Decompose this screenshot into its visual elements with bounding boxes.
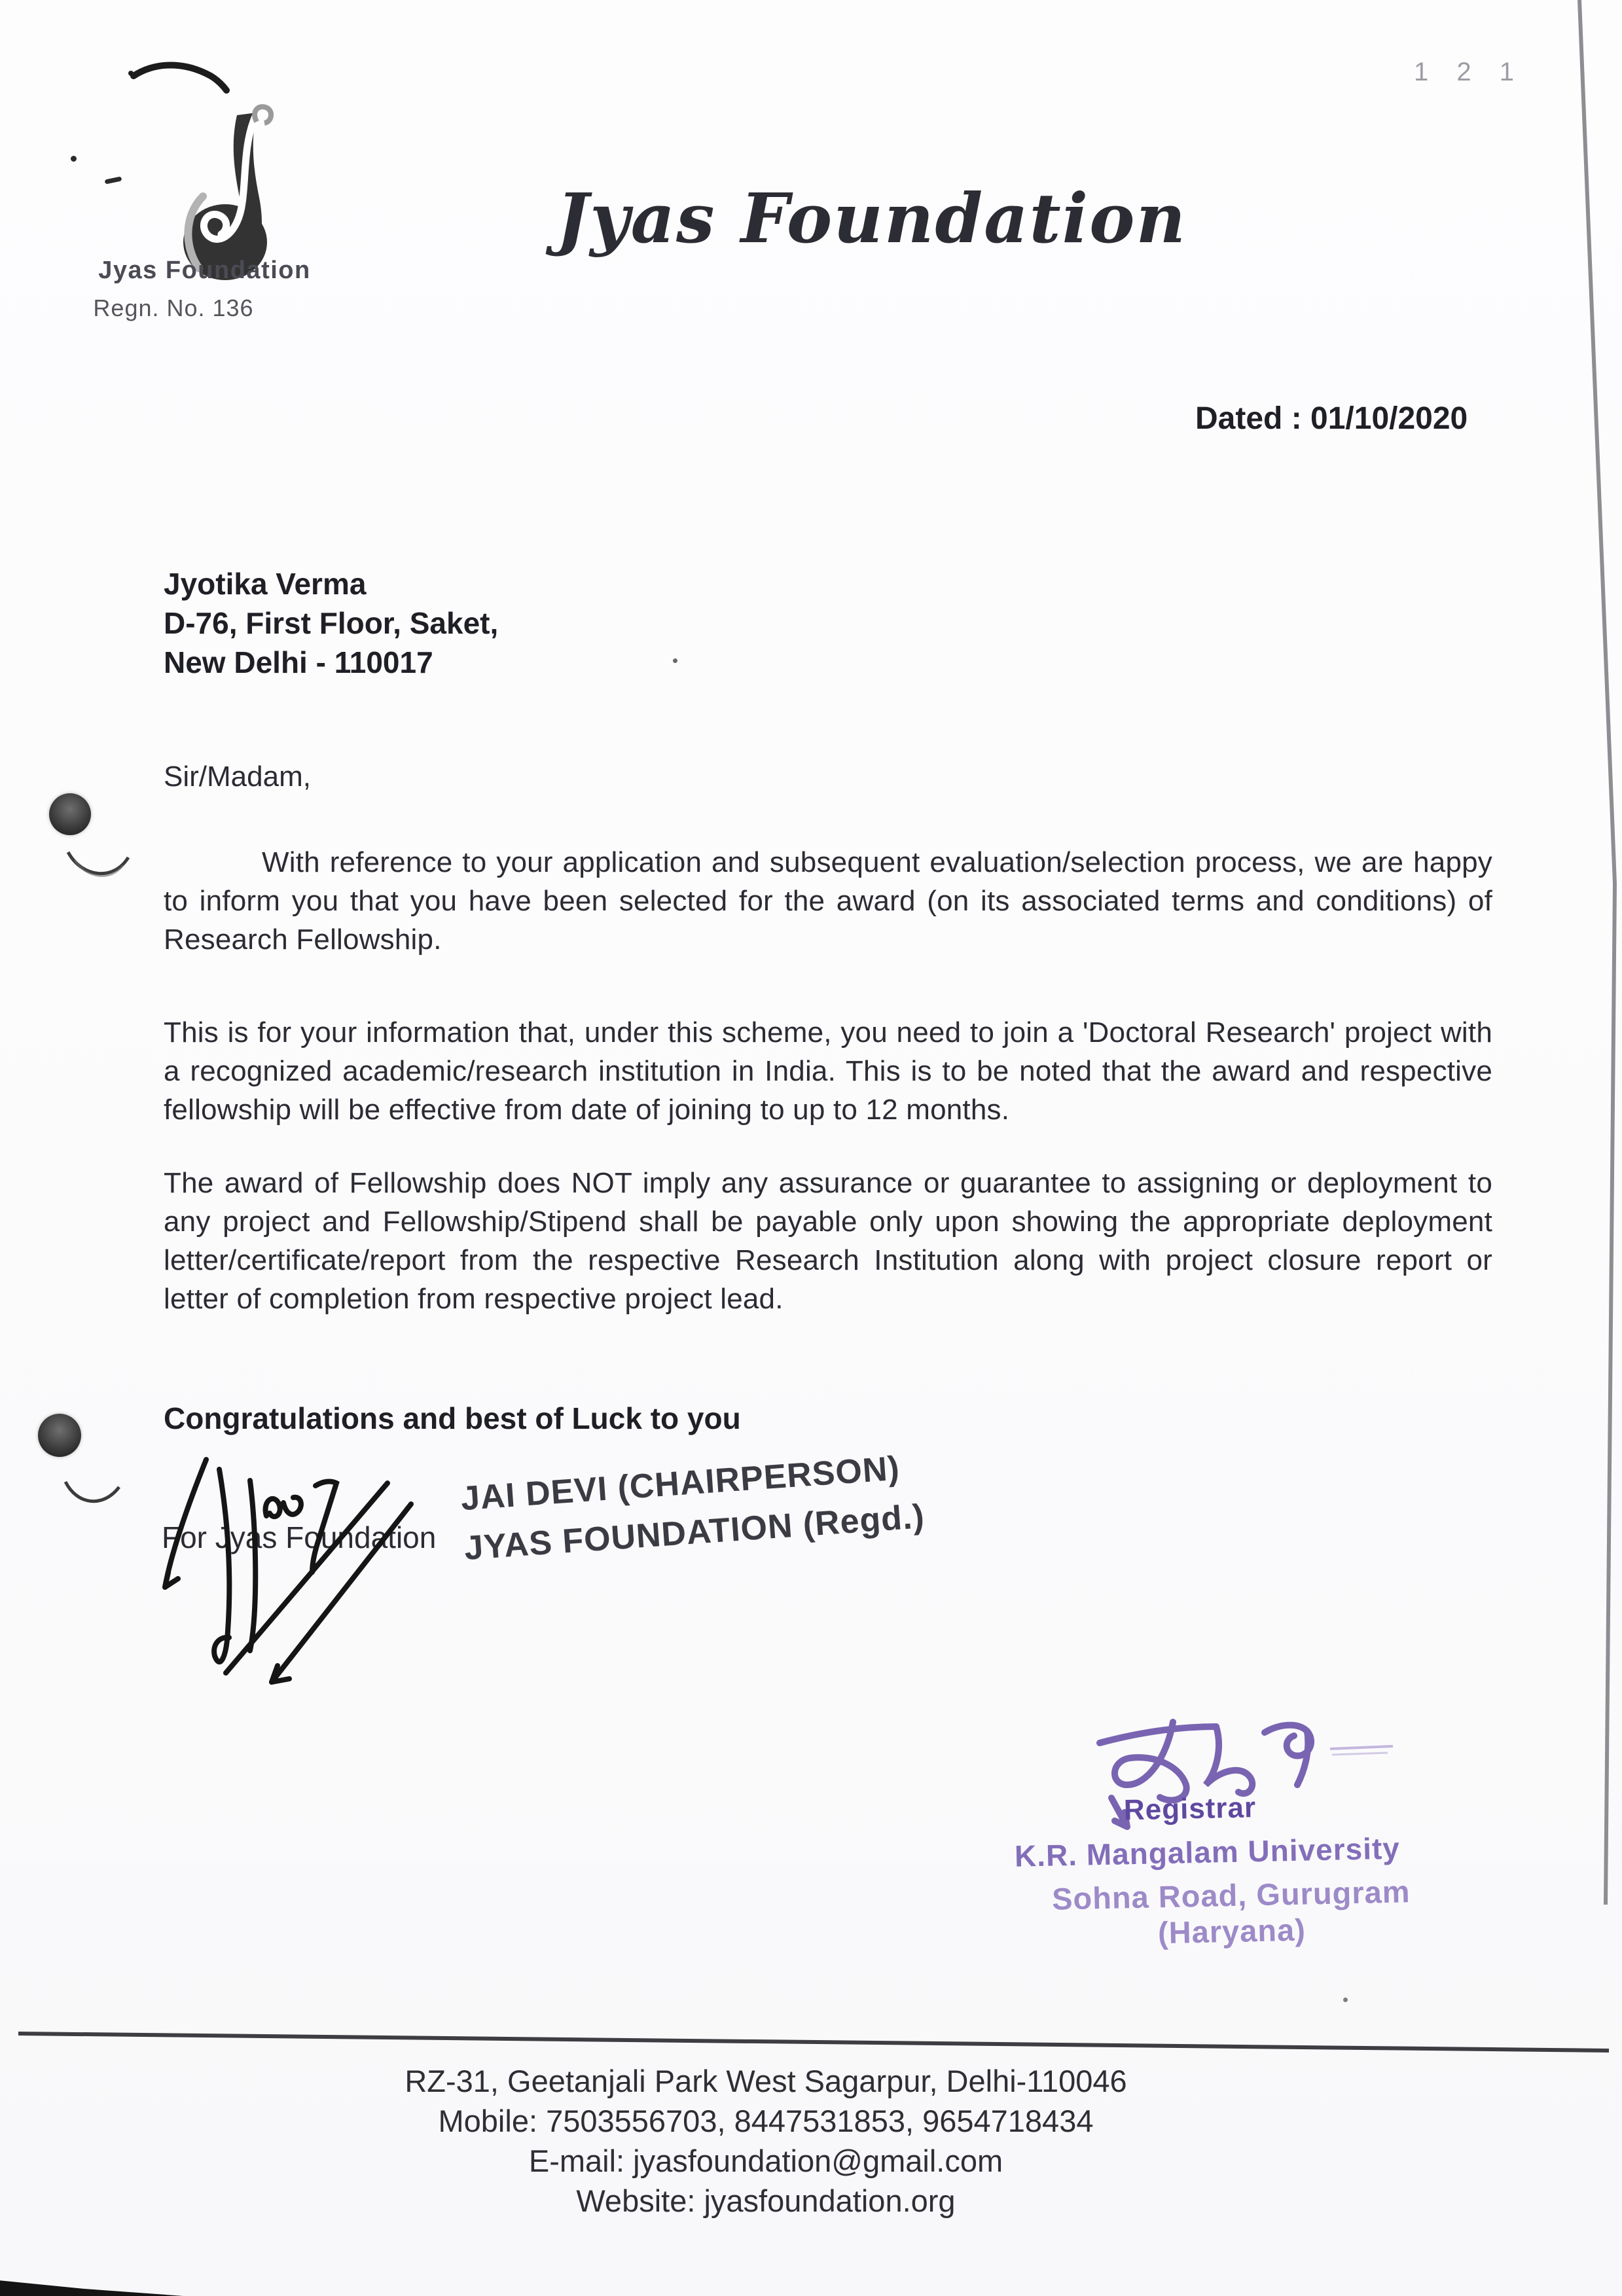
body-paragraph-2: This is for your information that, under this scheme, you need to join a 'Doctoral Research' project with a recognized academic/research institution in India. This is to be noted that the award and respective fellowship will be effective from date of joining to up to 12 months. [164,1016,1492,1126]
signature-for-line: For Jyas Foundation [162,1520,437,1554]
body-paragraph-3: The award of Fellowship does NOT imply any assurance or guarantee to assigning or deployment to any project and Fellowship/Stipend shall be payable only upon showing the appropriate deployment letter/certificate/report from the respective Research Institution along with project closure report or letter of completion from respective project lead. [164,1167,1492,1315]
recipient-address-line2: New Delhi - 110017 [164,645,433,679]
date-line: Dated : 01/10/2020 [1195,401,1468,436]
recipient-block [164,564,498,682]
logo-caption: Jyas Foundation [98,257,311,284]
scan-corner-artifact [0,2278,183,2296]
scan-speck [71,156,77,162]
signatory-organization: JYAS FOUNDATION (Regd.) [463,1497,926,1568]
stamp-title: Registrar [1123,1791,1257,1827]
footer-email: E-mail: jyasfoundation@gmail.com [528,2144,1003,2178]
recipient-name: Jyotika Verma [164,567,367,601]
scan-edge-line [1568,0,1622,1911]
punch-hole-bottom [38,1414,81,1457]
letterhead-title: Jyas Foundation [556,178,1187,259]
footer-contact-block [92,2062,1440,2221]
punch-hole-bottom-shadow [63,1477,122,1513]
punch-hole-top-shadow [65,846,131,886]
footer-website: Website: jyasfoundation.org [576,2183,956,2218]
handwritten-page-number: 1 2 1 [1414,58,1524,86]
footer-divider-line [0,2026,1622,2058]
salutation: Sir/Madam, [164,761,311,793]
registrar-stamp [981,1787,1481,1954]
scan-speck [1343,1998,1348,2002]
closing-line: Congratulations and best of Luck to you [164,1401,741,1435]
recipient-address-line1: D-76, First Floor, Saket, [164,606,499,640]
punch-hole-top [49,793,91,835]
pen-stroke-artifact-icon [124,52,236,105]
footer-mobile: Mobile: 7503556703, 8447531853, 9654718434 [438,2104,1094,2138]
signatory-name: JAI DEVI (CHAIRPERSON) [460,1449,901,1518]
stamp-university: K.R. Mangalam University [1014,1831,1401,1873]
scan-speck [105,176,122,184]
body-paragraph-1: With reference to your application and subsequent evaluation/selection process, we are happy to inform you that you have been selected for the award (on its associated terms and conditions) of Research Fellowship. [164,846,1492,956]
stamp-address: Sohna Road, Gurugram (Haryana) [1051,1874,1411,1950]
scan-speck [673,658,677,663]
logo-registration-number: Regn. No. 136 [93,295,254,321]
footer-address: RZ-31, Geetanjali Park West Sagarpur, Delhi-110046 [405,2064,1127,2098]
